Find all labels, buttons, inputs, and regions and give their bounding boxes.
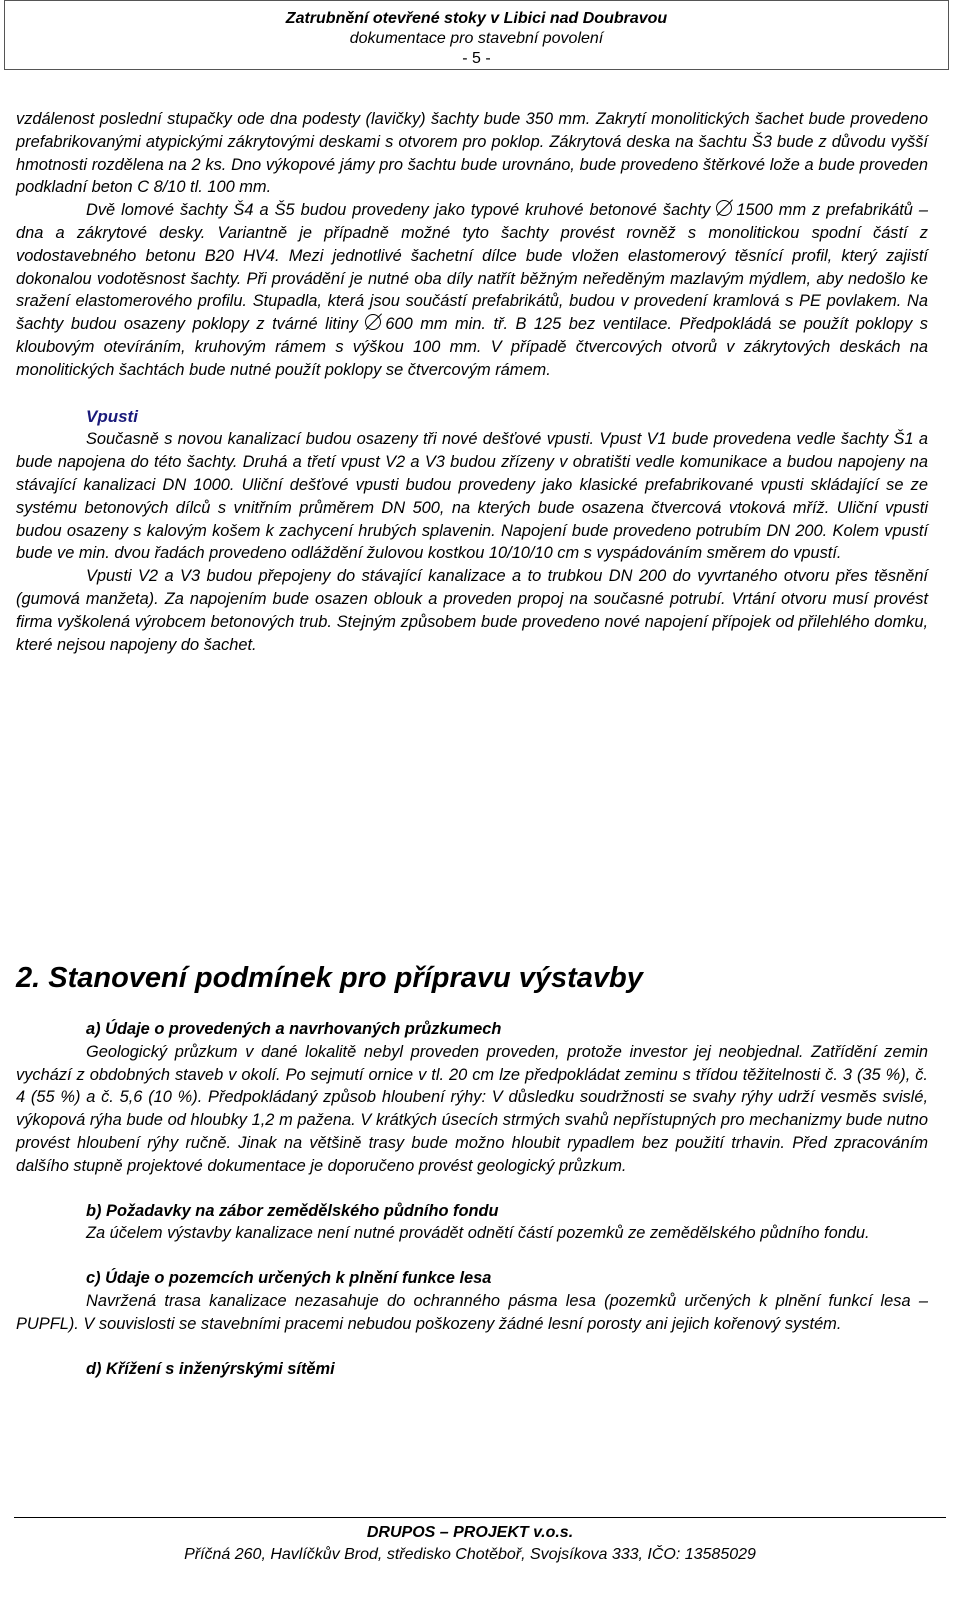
header-subtitle: dokumentace pro stavební povolení <box>349 30 604 47</box>
diameter-icon <box>716 200 732 216</box>
paragraph-c: Navržená trasa kanalizace nezasahuje do ochranného pásma lesa (pozemků určených k plnění funkcí lesa – PUPFL). V souvislosti se stavebními pracemi nebudou poškozeny žádné lesní porosty ani jejich kořenový systém. <box>16 1291 928 1333</box>
subheading-b: b) Požadavky na zábor zemědělského půdního fondu <box>86 1201 499 1220</box>
paragraph-break-shafts-start: Dvě lomové šachty Š4 a Š5 budou provedeny jako typové kruhové betonové šachty <box>86 201 711 220</box>
section-body <box>16 1018 928 1380</box>
header-title: Zatrubnění otevřené stoky v Libici nad Doubravou <box>285 10 668 27</box>
paragraph-vpusti-2: Vpusti V2 a V3 budou přepojeny do stávající kanalizace a to trubkou DN 200 do vyvrtaného otvoru přes těsnění (gumová manžeta). Za napojením bude osazen oblouk a proveden propoj na současné potrubí. Vrtání otvoru musí provést firma vyškolená výrobcem betonových trub. Stejným způsobem bude provedeno nové napojení přípojek od přilehlého domku, které nejsou napojeny do šachet. <box>16 567 928 654</box>
subheading-d: d) Křížení s inženýrskými sítěmi <box>86 1359 335 1378</box>
heading-vpusti: Vpusti <box>86 406 138 426</box>
paragraph-break-shafts <box>16 199 928 381</box>
paragraph-shafts: vzdálenost poslední stupačky ode dna podesty (lavičky) šachty bude 350 mm. Zakrytí monolitických šachet bude provedeno prefabrikovanými atypickými zákrytovými deskami s otvorem pro poklop. Zákrytová deska na šachtu Š3 bude z důvodu vyšší hmotnosti rozdělena na 2 ks. Dno výkopové jámy pro šachtu bude urovnáno, bude provedeno štěrkové lože a bude proveden podkladní beton C 8/10 tl. 100 mm. <box>16 110 928 197</box>
diameter-icon <box>365 314 381 330</box>
footer-divider <box>14 1517 946 1518</box>
footer-company: DRUPOS – PROJEKT v.o.s. <box>366 1524 574 1541</box>
subheading-c: c) Údaje o pozemcích určených k plnění funkce lesa <box>86 1269 492 1288</box>
paragraph-break-shafts-tail: 600 mm min. tř. B 125 bez ventilace. Předpokládá se použít poklopy s kloubovým otevíráním, kruhovým rámem s výškou 100 mm. V případě čtvercových otvorů v zákrytových deskách na monolitických šachtách bude nutné použít poklopy se čtvercovým rámem. <box>16 315 928 379</box>
section-title: 2. Stanovení podmínek pro přípravu výstavby <box>16 962 643 994</box>
page-number: - 5 - <box>462 50 491 67</box>
paragraph-break-shafts-rest: 1500 mm z prefabrikátů – dna a zákrytové desky. Variantně je případně možné tyto šachty provést rovněž s monolitickou spodní částí z vodostavebného betonu B20 HV4. Mezi jednotlivé šachetní dílce bude vložen elastomerový těsnící profil, který zajistí dokonalou vodotěsnost šachty. Při provádění je nutné oba díly natřít běžným neředěným mazlavým mýdlem, aby nedošlo ke sražení elastomerového profilu. Stupadla, která jsou součástí prefabrikátů, budou v provedení kramlová s PE povlakem. Na šachty budou osazeny poklopy z tvárné litiny <box>16 201 928 334</box>
body-text <box>16 108 928 656</box>
paragraph-a: Geologický průzkum v dané lokalitě nebyl proveden proveden, protože investor jej neobjednal. Zatřídění zemin vychází z obdobných staveb v okolí. Po sejmutí ornice v tl. 20 cm lze předpokládat zeminu s třídou těžitelnosti č. 3 (35 %), č. 4 (55 %) a č. 5,6 (10 %). Předpokládaný způsob hloubení rýhy: V důsledku soudržnosti se svahy rýhy udrží vesměs svislé, výkopová rýha bude od hloubky 1,2 m pažena. V krátkých úsecích strmých svahů nepřístupných pro mechanizmy bude nutno provést hloubení rýhy ručně. Jinak na většině trasy bude možno hloubit rypadlem bez použití trhavin. Před zpracováním dalšího stupně projektové dokumentace je doporučeno provést geologický průzkum. <box>16 1042 928 1175</box>
page-header <box>4 0 949 70</box>
paragraph-b: Za účelem výstavby kanalizace není nutné provádět odnětí částí pozemků ze zemědělského půdního fondu. <box>86 1224 870 1243</box>
footer-address: Příčná 260, Havlíčkův Brod, středisko Chotěboř, Svojsíkova 333, IČO: 13585029 <box>184 1546 756 1563</box>
subheading-a: a) Údaje o provedených a navrhovaných průzkumech <box>86 1020 502 1038</box>
paragraph-vpusti-1: Současně s novou kanalizací budou osazeny tři nové dešťové vpusti. Vpust V1 bude provedena vedle šachty Š1 a bude napojena do této šachty. Druhá a třetí vpust V2 a V3 budou zřízeny v obratišti vedle komunikace a budou napojeny na stávající kanalizaci DN 1000. Uliční dešťové vpusti budou provedeny jako klasické prefabrikované vpusti skládající se ze systému betonových dílců s vnitřním průměrem DN 500, na kterých bude osazena čtvercová vtoková mříž. Uliční vpusti budou osazeny s kalovým košem k zachycení hrubých splavenin. Napojení bude provedeno potrubím DN 200. Kolem vpustí bude ve min. dvou řadách provedeno odláždění žulovou kostkou 10/10/10 cm s vyspádováním směrem do vpustí. <box>16 430 928 563</box>
